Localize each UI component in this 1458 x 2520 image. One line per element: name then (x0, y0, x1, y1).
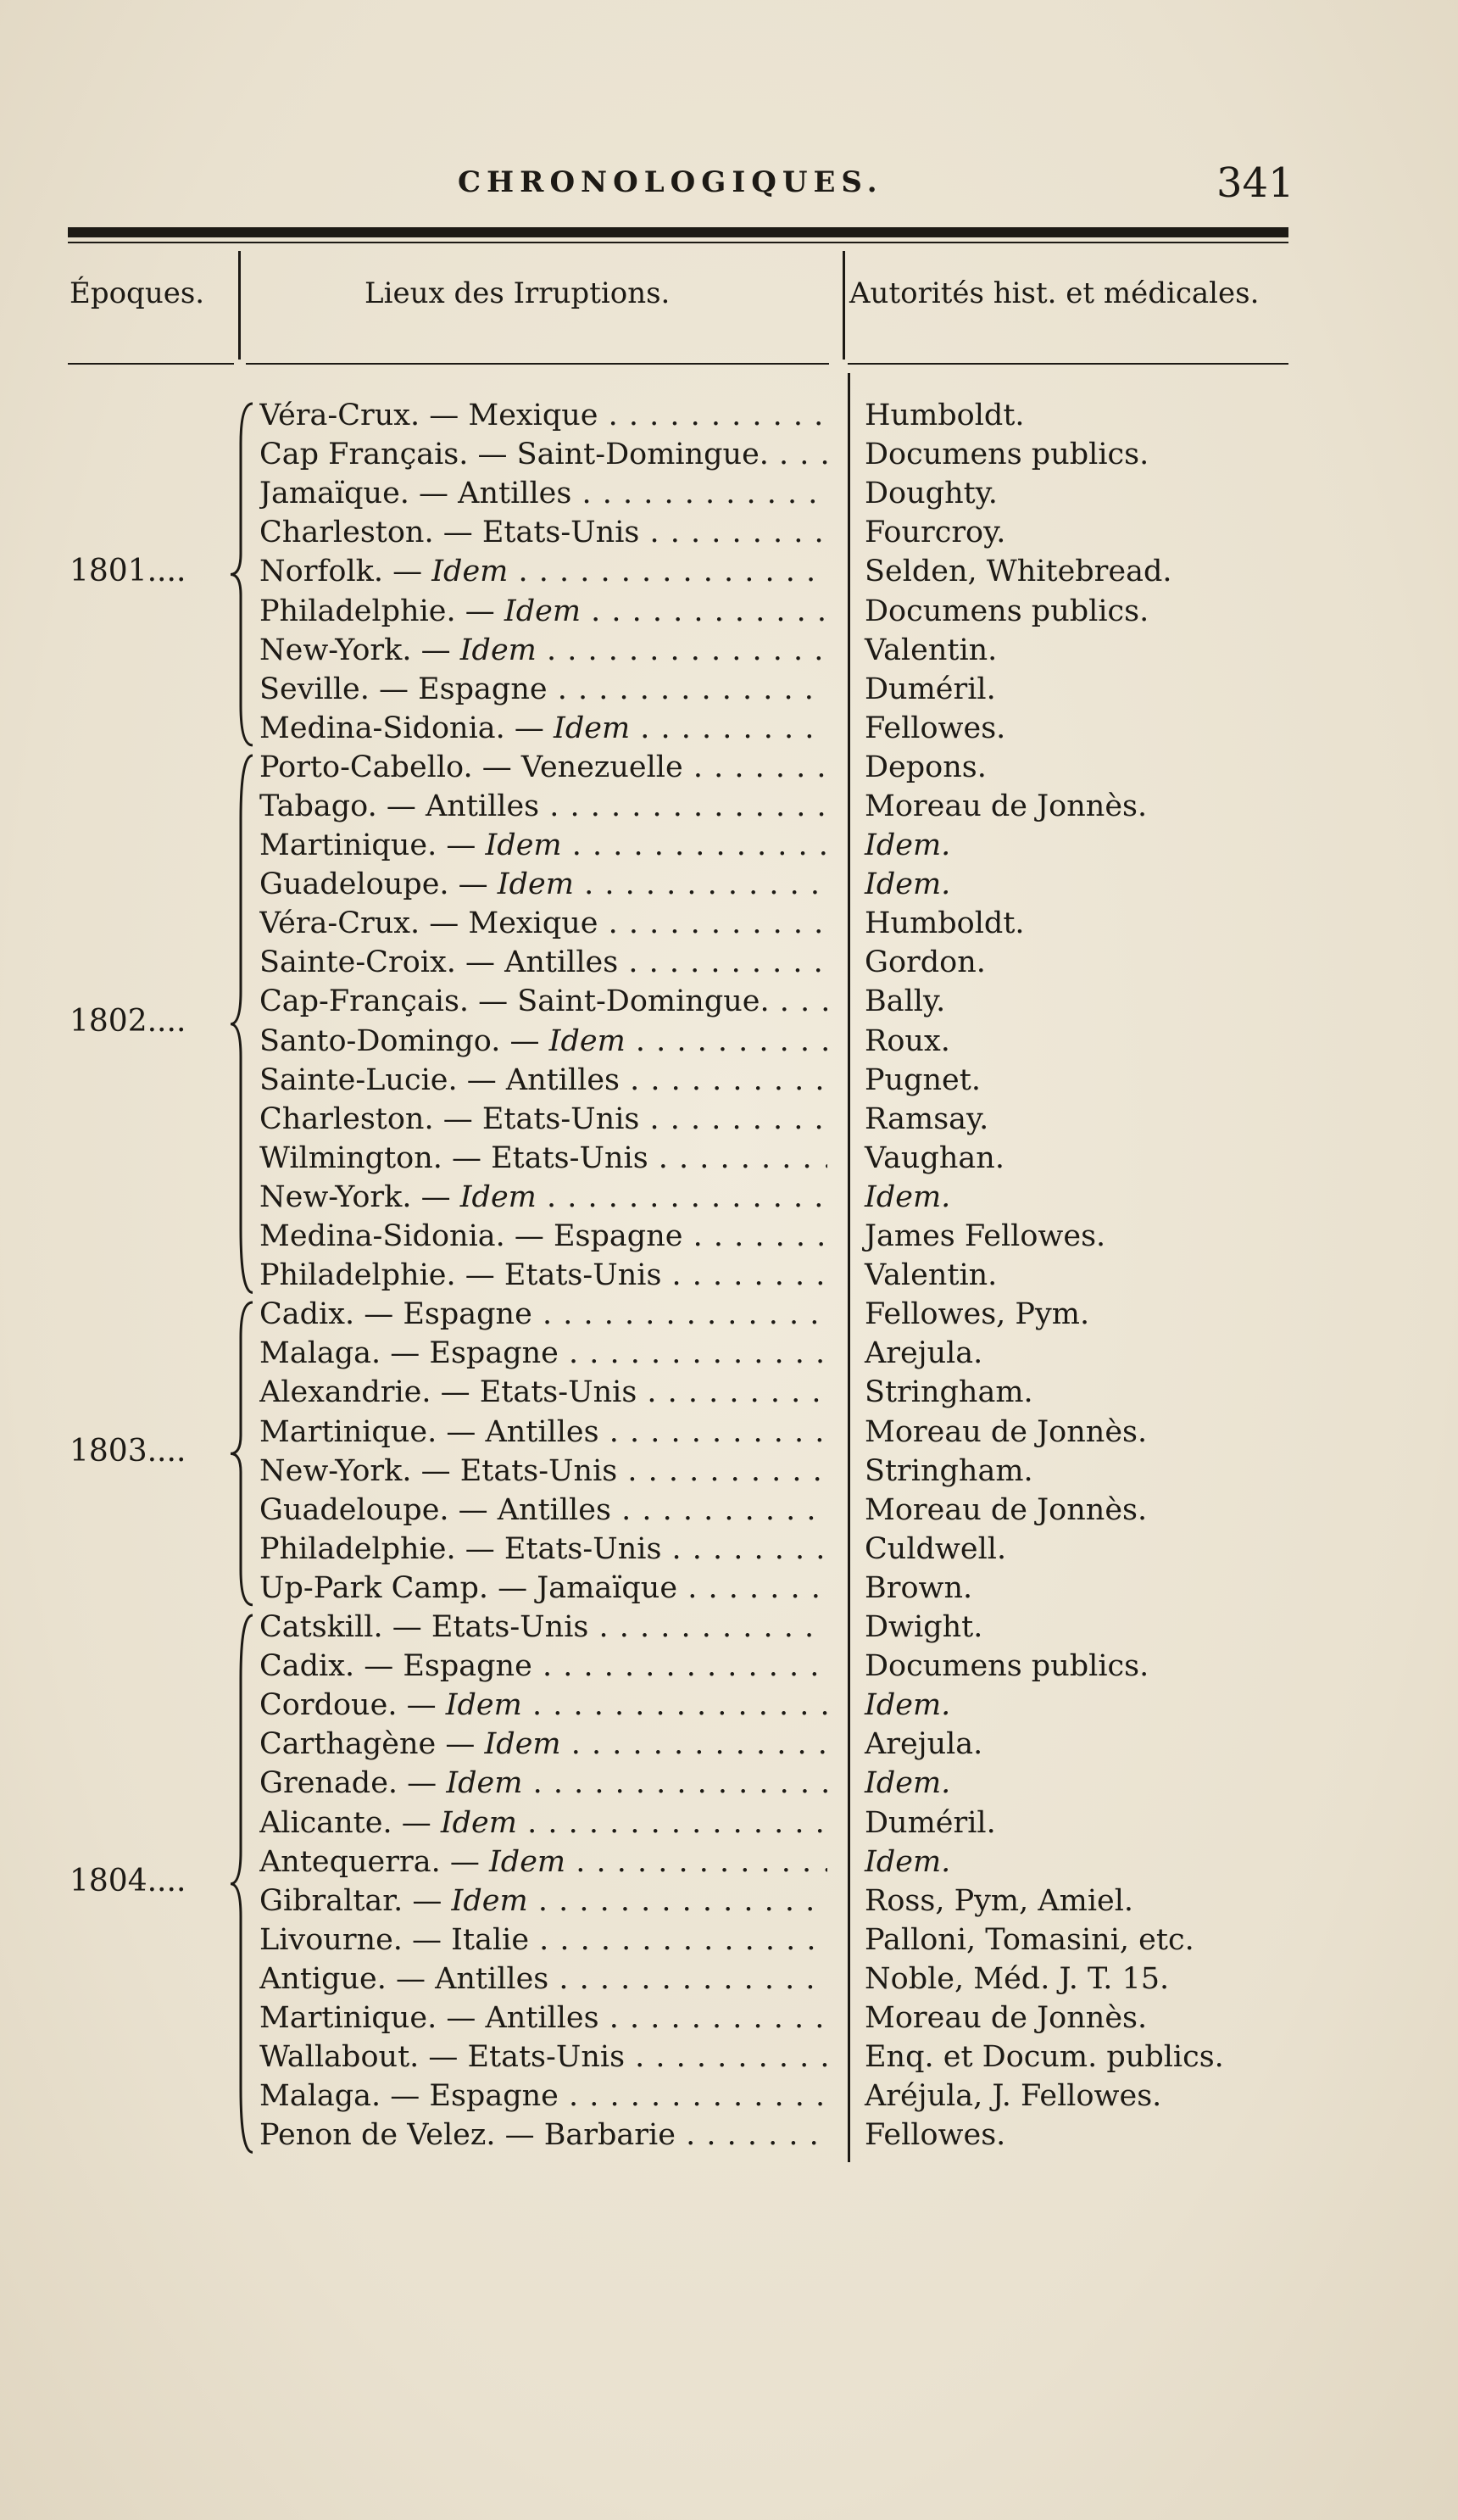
place-cell: Cap-Français. — Saint-Domingue. . . . (259, 984, 827, 1018)
year-group (0, 1610, 1458, 2157)
place-cell: Philadelphie. — Etats-Unis . . . (259, 1532, 827, 1566)
place-cell: Guadeloupe. — Antilles . . . (259, 1493, 827, 1527)
table-row (0, 477, 1458, 516)
place-cell: Penon de Velez. — Barbarie . . . (259, 2118, 827, 2152)
table-row (0, 1141, 1458, 1180)
table-row (0, 1024, 1458, 1063)
authority-cell: Documens publics. (865, 594, 1149, 628)
table-row (0, 516, 1458, 555)
table-row (0, 1219, 1458, 1258)
place-cell: Jamaïque. — Antilles . . . (259, 477, 827, 510)
authority-cell: Ross, Pym, Amiel. (865, 1883, 1134, 1918)
authority-cell: Idem. (865, 1688, 951, 1723)
table-row (0, 2118, 1458, 2157)
authority-cell: Selden, Whitebread. (865, 555, 1172, 589)
place-cell: Guadeloupe. — Idem . . . (259, 867, 827, 901)
table-row (0, 867, 1458, 906)
authority-cell: Ramsay. (865, 1101, 989, 1136)
year-group (0, 1297, 1458, 1610)
place-cell: Up-Park Camp. — Jamaïque . . . (259, 1571, 827, 1605)
place-cell: Antequerra. — Idem . . . (259, 1845, 827, 1879)
place-cell: Gibraltar. — Idem . . . (259, 1884, 827, 1918)
authority-cell: Documens publics. (865, 1649, 1149, 1684)
place-cell: New-York. — Idem . . . (259, 633, 827, 667)
authority-cell: Arejula. (865, 1336, 983, 1371)
authority-cell: Valentin. (865, 1258, 998, 1293)
table-row (0, 789, 1458, 828)
table-row (0, 1454, 1458, 1493)
authority-cell: Vaughan. (865, 1140, 1004, 1175)
authority-cell: Bally. (865, 984, 946, 1019)
place-cell: Véra-Crux. — Mexique . . . (259, 399, 827, 432)
year-group (0, 750, 1458, 1297)
authority-cell: Culdwell. (865, 1531, 1007, 1566)
header-rule-thin (68, 242, 1288, 243)
authority-cell: Moreau de Jonnès. (865, 789, 1148, 823)
table-row (0, 1806, 1458, 1845)
place-cell: Martinique. — Antilles . . . (259, 2001, 827, 2035)
place-cell: Sainte-Croix. — Antilles . . . (259, 945, 827, 979)
authority-cell: Fellowes, Pym. (865, 1297, 1090, 1332)
authority-cell: Idem. (865, 828, 951, 863)
running-head: CHRONOLOGIQUES. (458, 165, 883, 199)
year-label: 1802.... (70, 1003, 186, 1039)
table-row (0, 594, 1458, 633)
table-row (0, 1258, 1458, 1297)
place-cell: Malaga. — Espagne . . . (259, 2079, 827, 2113)
table-row (0, 906, 1458, 945)
table-row (0, 1884, 1458, 1923)
authority-cell: Gordon. (865, 945, 986, 980)
year-group (0, 399, 1458, 750)
place-cell: Seville. — Espagne . . . (259, 672, 827, 706)
header-rule-thick (68, 227, 1288, 237)
header-underline (848, 363, 1288, 365)
place-cell: Véra-Crux. — Mexique . . . (259, 906, 827, 940)
authority-cell: Brown. (865, 1570, 973, 1605)
authority-cell: Noble, Méd. J. T. 15. (865, 1961, 1170, 1996)
table-row (0, 984, 1458, 1023)
table-row (0, 2001, 1458, 2040)
table-row (0, 1336, 1458, 1375)
table-row (0, 945, 1458, 984)
authority-cell: Idem. (865, 1766, 951, 1801)
header-underline (246, 363, 829, 365)
authority-cell: Moreau de Jonnès. (865, 1414, 1148, 1449)
authority-cell: Fourcroy. (865, 516, 1006, 550)
authority-cell: Valentin. (865, 633, 998, 667)
place-cell: Cap Français. — Saint-Domingue. . . . (259, 438, 827, 471)
place-cell: Wallabout. — Etats-Unis . . . (259, 2040, 827, 2074)
authority-cell: Moreau de Jonnès. (865, 1492, 1148, 1527)
authority-cell: Aréjula, J. Fellowes. (865, 2079, 1162, 2114)
table-row (0, 1727, 1458, 1766)
place-cell: Charleston. — Etats-Unis . . . (259, 516, 827, 549)
table-row (0, 750, 1458, 789)
authority-cell: Enq. et Docum. publics. (865, 2040, 1224, 2075)
authority-cell: Stringham. (865, 1375, 1033, 1410)
table-row (0, 1532, 1458, 1571)
table-row (0, 1688, 1458, 1727)
place-cell: Antigue. — Antilles . . . (259, 1962, 827, 1996)
place-cell: Medina-Sidonia. — Espagne . . . (259, 1219, 827, 1253)
authority-cell: Dwight. (865, 1610, 983, 1645)
place-cell: Sainte-Lucie. — Antilles . . . (259, 1063, 827, 1097)
place-cell: Cadix. — Espagne . . . (259, 1649, 827, 1683)
column-header-epoques: Époques. (70, 276, 205, 310)
column-header-lieux: Lieux des Irruptions. (364, 276, 671, 310)
column-divider (843, 251, 845, 360)
table-row (0, 1102, 1458, 1141)
column-header-autorites: Autorités hist. et médicales. (849, 276, 1260, 310)
place-cell: Alicante. — Idem . . . (259, 1806, 827, 1840)
place-cell: Medina-Sidonia. — Idem . . . (259, 711, 827, 745)
table-row (0, 828, 1458, 867)
place-cell: Martinique. — Antilles . . . (259, 1415, 827, 1449)
table-row (0, 399, 1458, 438)
table-row (0, 672, 1458, 711)
authority-cell: Moreau de Jonnès. (865, 2001, 1148, 2036)
authority-cell: Depons. (865, 750, 987, 784)
authority-cell: Humboldt. (865, 399, 1025, 432)
place-cell: Cordoue. — Idem . . . (259, 1688, 827, 1722)
authority-cell: Idem. (865, 1179, 951, 1214)
page-number: 341 (1216, 159, 1294, 207)
table-row (0, 1375, 1458, 1414)
place-cell: Philadelphie. — Idem . . . (259, 594, 827, 628)
authority-cell: Duméril. (865, 1805, 996, 1840)
place-cell: Santo-Domingo. — Idem . . . (259, 1024, 827, 1058)
authority-cell: Fellowes. (865, 2118, 1006, 2153)
place-cell: Charleston. — Etats-Unis . . . (259, 1102, 827, 1136)
header-underline (68, 363, 234, 365)
authority-cell: Roux. (865, 1023, 950, 1058)
table-row (0, 1297, 1458, 1336)
authority-cell: Stringham. (865, 1453, 1033, 1488)
table-row (0, 1180, 1458, 1219)
place-cell: Catskill. — Etats-Unis . . . (259, 1610, 827, 1644)
authority-cell: Arejula. (865, 1727, 983, 1762)
authority-cell: Duméril. (865, 672, 996, 706)
table-row (0, 1415, 1458, 1454)
table-row (0, 633, 1458, 672)
table-row (0, 1845, 1458, 1884)
table-row (0, 1063, 1458, 1102)
authority-cell: Fellowes. (865, 711, 1006, 745)
place-cell: Malaga. — Espagne . . . (259, 1336, 827, 1370)
table-row (0, 1649, 1458, 1688)
column-divider (238, 251, 241, 360)
table-row (0, 1923, 1458, 1962)
year-label: 1801.... (70, 554, 186, 589)
place-cell: Cadix. — Espagne . . . (259, 1297, 827, 1331)
place-cell: Livourne. — Italie . . . (259, 1923, 827, 1957)
authority-cell: Idem. (865, 867, 951, 902)
table-row (0, 555, 1458, 594)
place-cell: Grenade. — Idem . . . (259, 1766, 827, 1800)
place-cell: Martinique. — Idem . . . (259, 828, 827, 862)
place-cell: Wilmington. — Etats-Unis . . . (259, 1141, 827, 1175)
authority-cell: Doughty. (865, 477, 998, 511)
authority-cell: Documens publics. (865, 438, 1149, 472)
table-row (0, 1571, 1458, 1610)
place-cell: New-York. — Etats-Unis . . . (259, 1454, 827, 1488)
authority-cell: Palloni, Tomasini, etc. (865, 1922, 1194, 1957)
place-cell: Alexandrie. — Etats-Unis . . . (259, 1375, 827, 1409)
place-cell: Porto-Cabello. — Venezuelle . . . (259, 750, 827, 784)
table-row (0, 2040, 1458, 2079)
authority-cell: James Fellowes. (865, 1219, 1106, 1254)
place-cell: Norfolk. — Idem . . . (259, 555, 827, 588)
year-label: 1804.... (70, 1863, 186, 1898)
place-cell: Philadelphie. — Etats-Unis . . . (259, 1258, 827, 1292)
authority-cell: Humboldt. (865, 906, 1025, 941)
authority-cell: Pugnet. (865, 1062, 981, 1097)
table-row (0, 711, 1458, 750)
authority-cell: Idem. (865, 1844, 951, 1879)
place-cell: New-York. — Idem . . . (259, 1180, 827, 1214)
year-label: 1803.... (70, 1433, 186, 1469)
table-row (0, 1493, 1458, 1532)
table-row (0, 2079, 1458, 2118)
place-cell: Carthagène — Idem . . . (259, 1727, 827, 1761)
place-cell: Tabago. — Antilles . . . (259, 789, 827, 823)
table-row (0, 438, 1458, 477)
table-row (0, 1766, 1458, 1805)
table-row (0, 1962, 1458, 2001)
table-row (0, 1610, 1458, 1649)
